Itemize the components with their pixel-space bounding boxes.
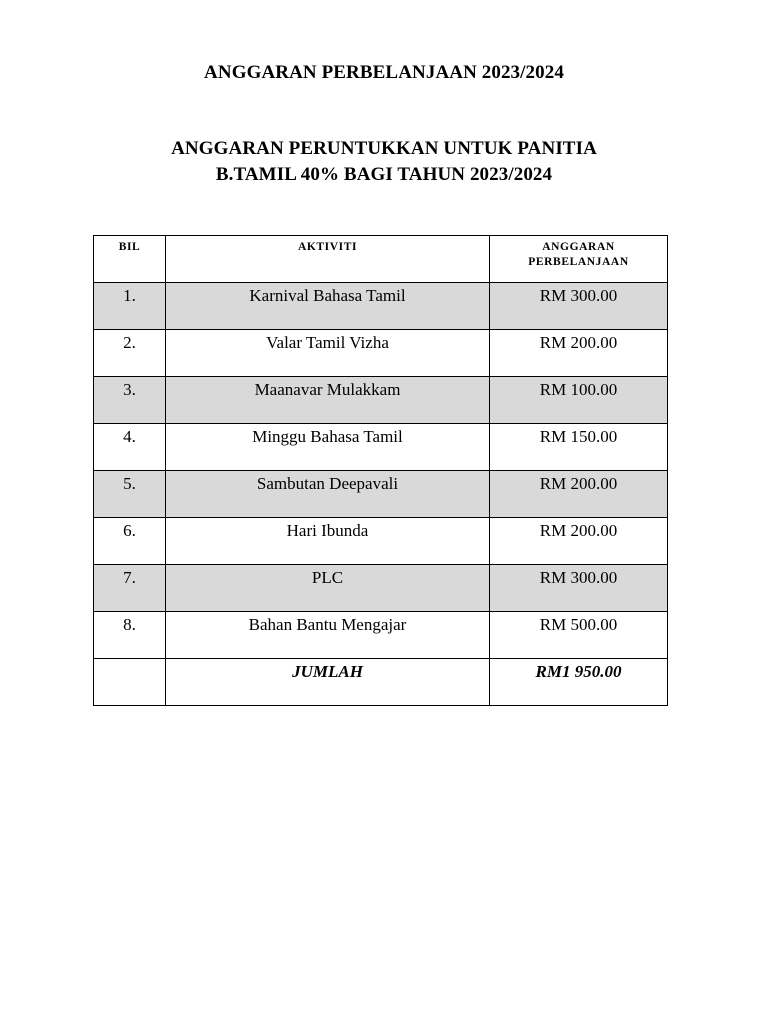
cell-aktiviti: Karnival Bahasa Tamil xyxy=(166,283,490,330)
cell-anggaran: RM 200.00 xyxy=(490,330,668,377)
table-row xyxy=(94,565,668,612)
table-row xyxy=(94,330,668,377)
table-row xyxy=(94,377,668,424)
cell-bil: 3. xyxy=(94,377,166,424)
cell-total-empty xyxy=(94,659,166,706)
header-anggaran-line-2: PERBELANJAAN xyxy=(528,256,629,268)
table-row xyxy=(94,283,668,330)
table-header-row xyxy=(94,236,668,283)
cell-bil: 4. xyxy=(94,424,166,471)
cell-anggaran: RM 150.00 xyxy=(490,424,668,471)
table-total-row xyxy=(94,659,668,706)
cell-bil: 2. xyxy=(94,330,166,377)
page-subtitle xyxy=(0,136,768,188)
cell-aktiviti: Hari Ibunda xyxy=(166,518,490,565)
header-aktiviti: AKTIVITI xyxy=(166,236,490,283)
cell-bil: 6. xyxy=(94,518,166,565)
cell-anggaran: RM 200.00 xyxy=(490,471,668,518)
page-title: ANGGARAN PERBELANJAAN 2023/2024 xyxy=(204,62,564,83)
cell-anggaran: RM 500.00 xyxy=(490,612,668,659)
cell-aktiviti: Minggu Bahasa Tamil xyxy=(166,424,490,471)
cell-bil: 5. xyxy=(94,471,166,518)
table-row xyxy=(94,612,668,659)
cell-anggaran: RM 300.00 xyxy=(490,565,668,612)
cell-aktiviti: Valar Tamil Vizha xyxy=(166,330,490,377)
cell-aktiviti: PLC xyxy=(166,565,490,612)
subtitle-line-2: B.TAMIL 40% BAGI TAHUN 2023/2024 xyxy=(215,164,553,185)
cell-bil: 7. xyxy=(94,565,166,612)
table-row xyxy=(94,518,668,565)
cell-bil: 8. xyxy=(94,612,166,659)
subtitle-line-1: ANGGARAN PERUNTUKKAN UNTUK PANITIA xyxy=(171,138,597,159)
header-anggaran xyxy=(490,236,668,283)
cell-anggaran: RM 300.00 xyxy=(490,283,668,330)
table-row xyxy=(94,424,668,471)
table-row xyxy=(94,471,668,518)
cell-anggaran: RM 100.00 xyxy=(490,377,668,424)
cell-aktiviti: Bahan Bantu Mengajar xyxy=(166,612,490,659)
total-label: JUMLAH xyxy=(166,659,490,706)
cell-bil: 1. xyxy=(94,283,166,330)
budget-table xyxy=(93,235,668,706)
header-bil: BIL xyxy=(94,236,166,283)
cell-aktiviti: Sambutan Deepavali xyxy=(166,471,490,518)
cell-anggaran: RM 200.00 xyxy=(490,518,668,565)
cell-aktiviti: Maanavar Mulakkam xyxy=(166,377,490,424)
total-value: RM1 950.00 xyxy=(490,659,668,706)
header-anggaran-line-1: ANGGARAN xyxy=(542,241,615,253)
